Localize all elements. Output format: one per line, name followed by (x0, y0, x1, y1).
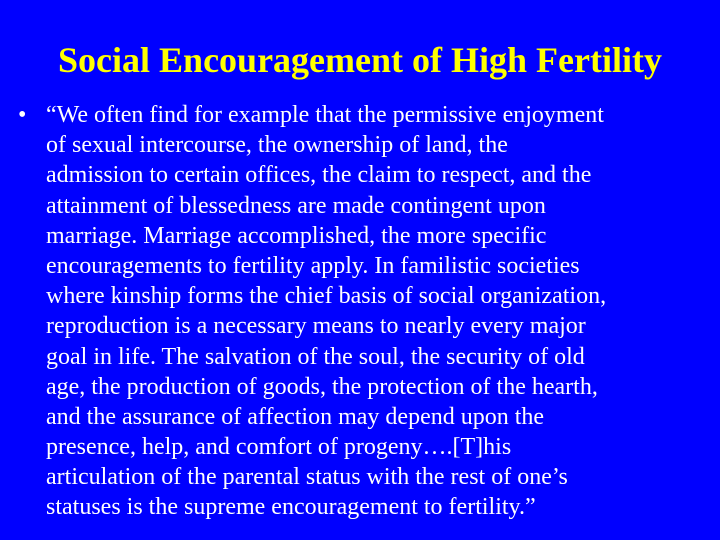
quote-line: and the assurance of affection may depend upon the (46, 403, 545, 430)
quote-line: marriage. Marriage accomplished, the more specific (46, 222, 547, 249)
quote-line: where kinship forms the chief basis of social organization, (46, 283, 607, 310)
quote-line: age, the production of goods, the protection of the hearth, (46, 373, 598, 400)
quote-line: articulation of the parental status with the rest of one’s (46, 464, 568, 491)
quote-line: “We often find for example that the permissive enjoyment (46, 102, 604, 128)
slide-title: Social Encouragement of High Fertility (58, 40, 662, 80)
quote-line: admission to certain offices, the claim to respect, and the (46, 162, 592, 189)
quote-line: of sexual intercourse, the ownership of land, the (46, 132, 508, 159)
quote-line: statuses is the supreme encouragement to fertility.” (46, 494, 536, 521)
bullet-quote-text (46, 100, 708, 523)
quote-line: attainment of blessedness are made contingent upon (46, 192, 546, 219)
quote-line: encouragements to fertility apply. In familistic societies (46, 252, 580, 279)
quote-line: goal in life. The salvation of the soul, the security of old (46, 343, 585, 370)
quote-line: presence, help, and comfort of progeny….[T]his (46, 434, 512, 461)
bullet-marker: • (18, 102, 27, 128)
quote-line: reproduction is a necessary means to nearly every major (46, 313, 586, 340)
